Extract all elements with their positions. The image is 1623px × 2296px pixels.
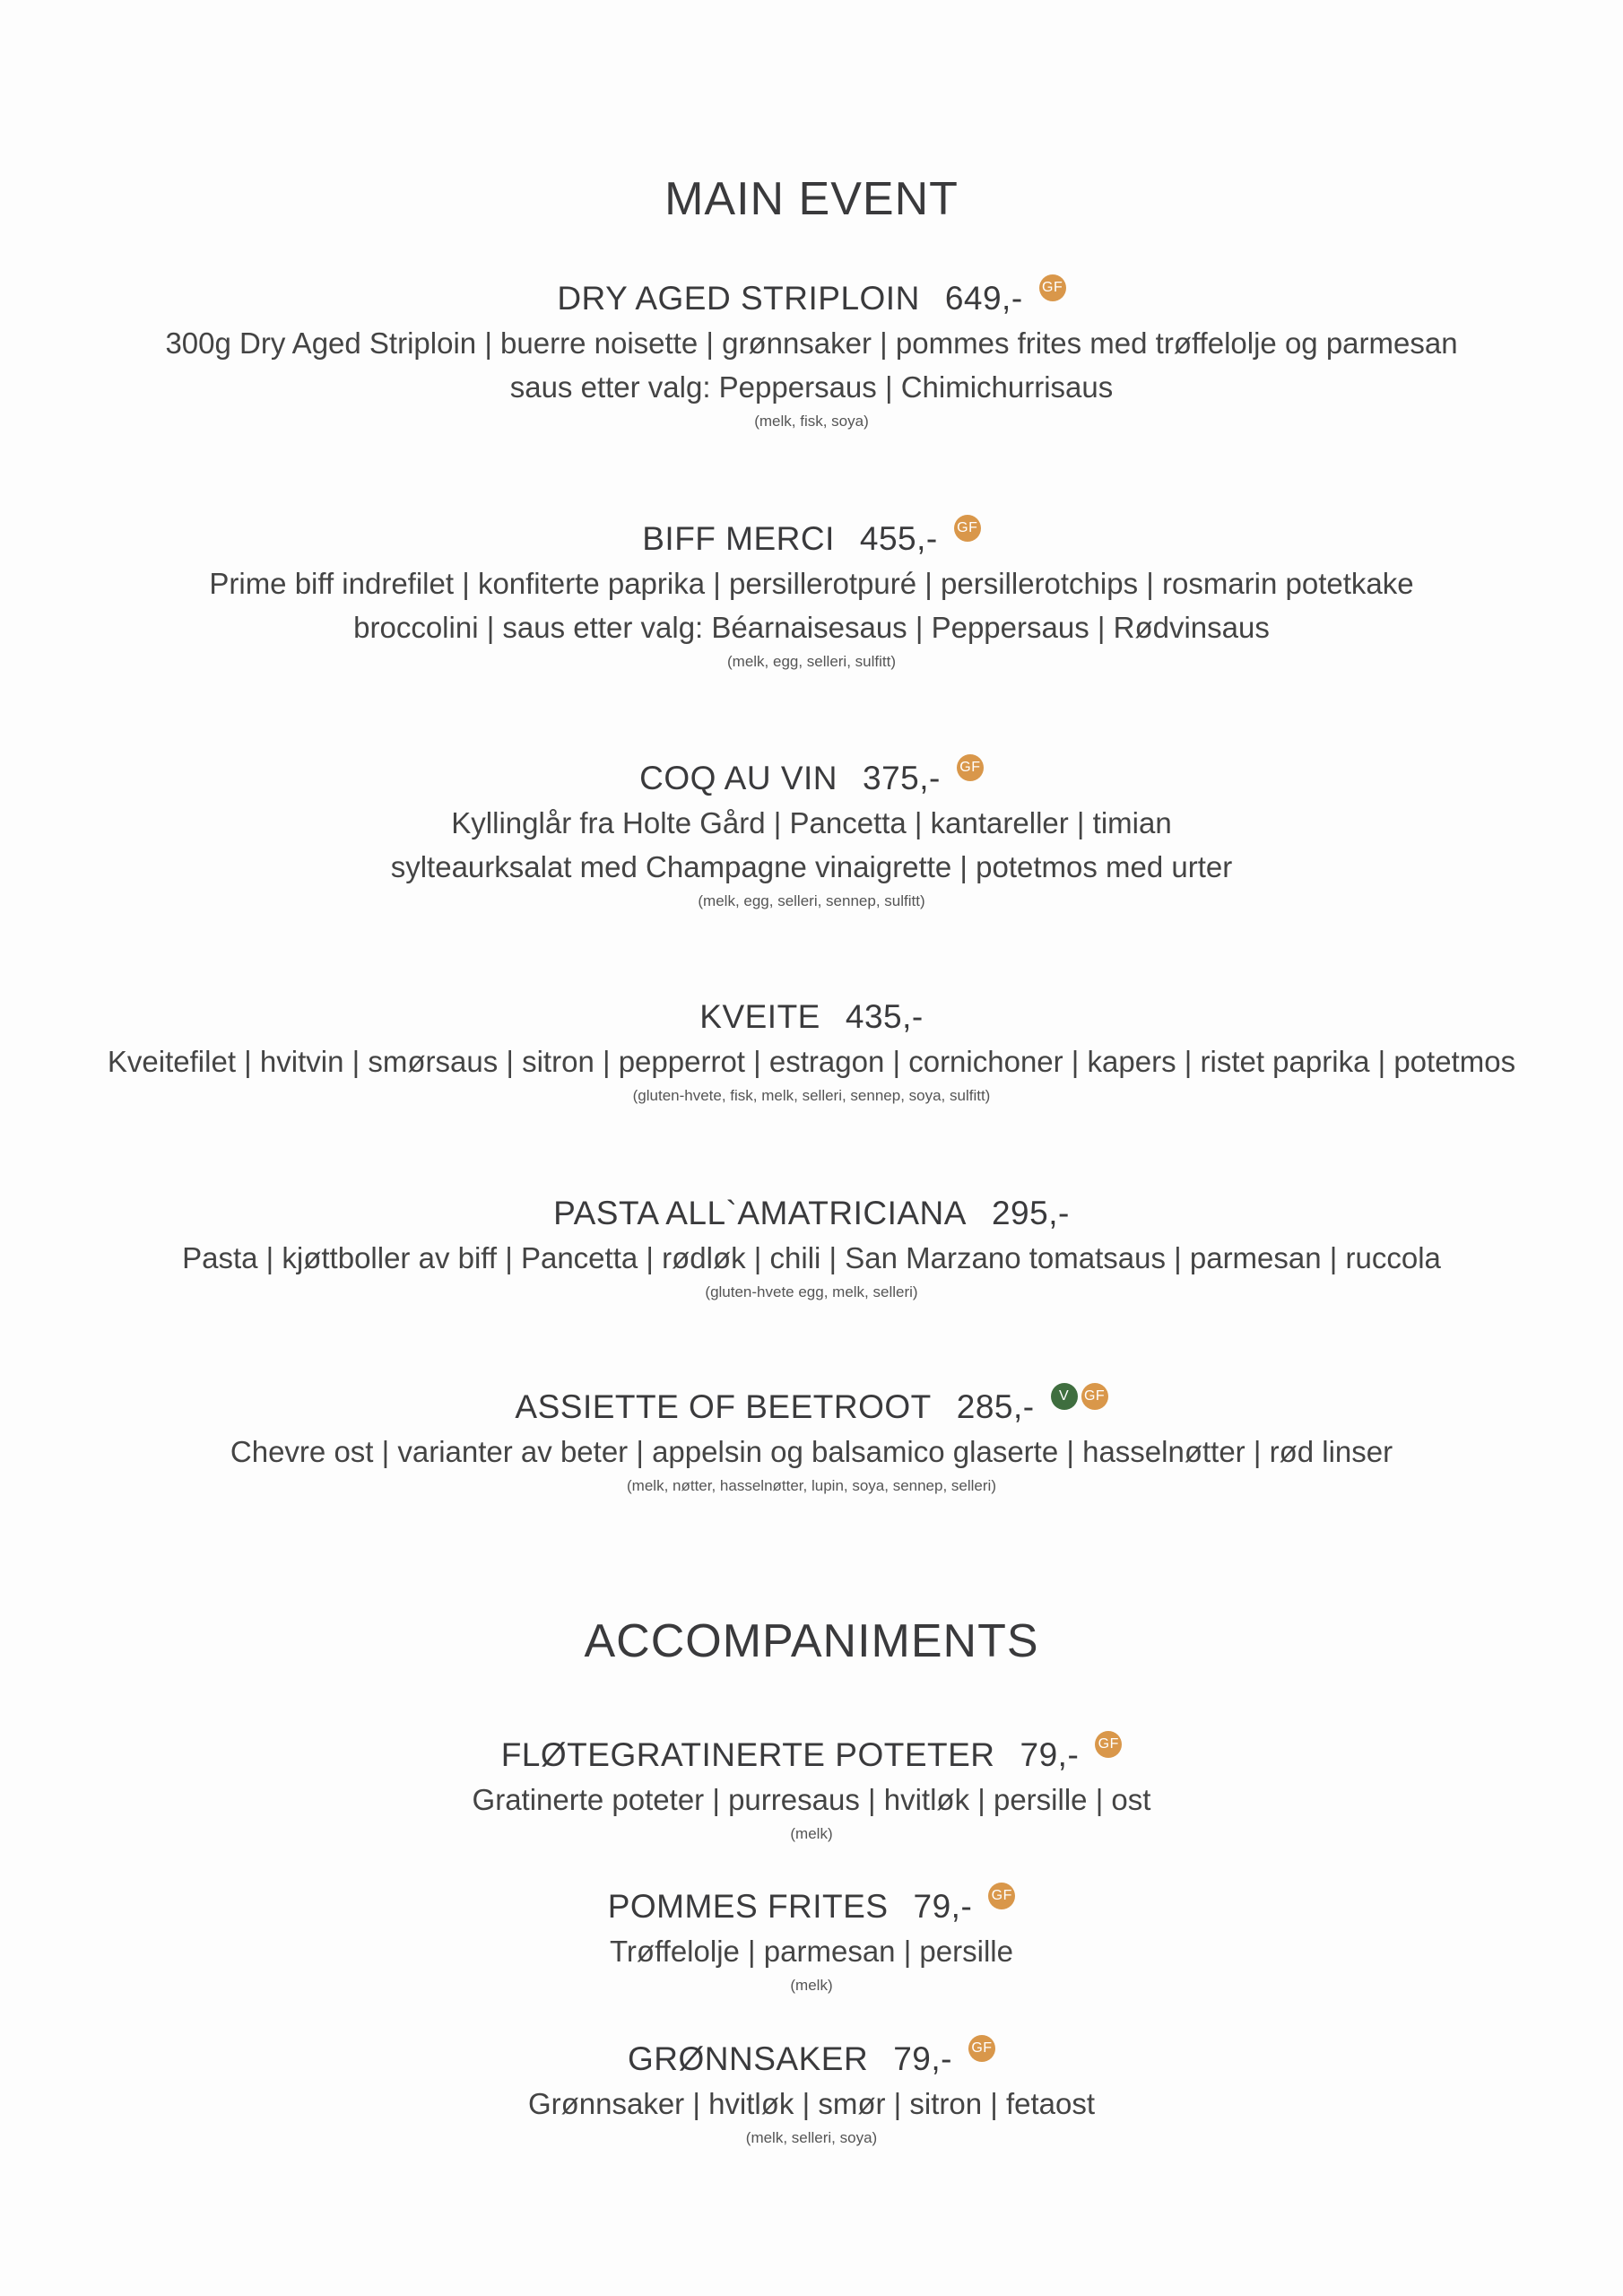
- item-price: 435,-: [845, 998, 924, 1035]
- item-header: [0, 517, 1623, 561]
- item-name: KVEITE: [699, 998, 820, 1035]
- item-header: [0, 2037, 1623, 2082]
- diet-badges: [1047, 1388, 1108, 1425]
- gluten-free-badge-icon: GF: [954, 515, 981, 542]
- menu-item: [0, 756, 1623, 914]
- menu-item: [0, 517, 1623, 674]
- item-description: Trøffelolje | parmesan | persille: [610, 1935, 1013, 1968]
- gluten-free-badge-icon: GF: [1081, 1383, 1108, 1410]
- item-allergens: (melk, nøtter, hasselnøtter, lupin, soya, sennep, selleri): [627, 1477, 996, 1494]
- item-allergens: (melk): [790, 1977, 833, 1994]
- item-price: 79,-: [913, 1888, 973, 1925]
- item-allergens: (melk, fisk, soya): [754, 413, 869, 430]
- gluten-free-badge-icon: GF: [1039, 274, 1066, 301]
- item-description: Chevre ost | varianter av beter | appelsin og balsamico glaserte | hasselnøtter | rød linser: [230, 1435, 1393, 1468]
- item-price: 649,-: [944, 280, 1023, 317]
- item-name: POMMES FRITES: [607, 1888, 889, 1925]
- item-price: 375,-: [863, 760, 941, 796]
- item-header: [0, 1884, 1623, 1929]
- item-name: PASTA ALL`AMATRICIANA: [553, 1195, 967, 1231]
- section-title: ACCOMPANIMENTS: [584, 1615, 1039, 1667]
- item-description: Grønnsaker | hvitløk | smør | sitron | fetaost: [527, 2087, 1096, 2120]
- item-header: [0, 995, 1623, 1039]
- menu-item: [0, 995, 1623, 1109]
- item-description: 300g Dry Aged Striploin | buerre noisette | grønnsaker | pommes frites med trøffelolje og parmesan: [165, 326, 1458, 360]
- item-price: 79,-: [893, 2040, 952, 2077]
- diet-badges: [953, 760, 984, 796]
- item-price: 285,-: [956, 1388, 1035, 1425]
- item-name: FLØTEGRATINERTE POTETER: [500, 1736, 995, 1773]
- item-name: ASSIETTE OF BEETROOT: [515, 1388, 932, 1425]
- item-name: GRØNNSAKER: [628, 2040, 869, 2077]
- diet-badges: [965, 2040, 995, 2077]
- item-allergens: (melk): [790, 1825, 833, 1842]
- item-name: DRY AGED STRIPLOIN: [557, 280, 920, 317]
- menu-item: [0, 1884, 1623, 1998]
- diet-badges: [985, 1888, 1015, 1925]
- item-allergens: (melk, egg, selleri, sennep, sulfitt): [698, 892, 925, 909]
- item-header: [0, 1191, 1623, 1236]
- item-allergens: (gluten-hvete, fisk, melk, selleri, sennep, soya, sulfitt): [632, 1087, 991, 1104]
- diet-badges: [950, 520, 981, 557]
- item-description: Kveitefilet | hvitvin | smørsaus | sitron | pepperrot | estragon | cornichoner | kapers | ristet paprika | potetmos: [107, 1045, 1516, 1078]
- item-description: saus etter valg: Peppersaus | Chimichurrisaus: [509, 370, 1114, 404]
- item-name: BIFF MERCI: [642, 520, 835, 557]
- item-header: [0, 1385, 1623, 1430]
- item-header: [0, 276, 1623, 321]
- item-allergens: (gluten-hvete egg, melk, selleri): [705, 1283, 918, 1300]
- item-name: COQ AU VIN: [639, 760, 838, 796]
- diet-badges: [1091, 1736, 1122, 1773]
- item-description: Gratinerte poteter | purresaus | hvitløk | persille | ost: [472, 1783, 1151, 1816]
- menu-item: [0, 2037, 1623, 2151]
- menu-item: [0, 1191, 1623, 1305]
- gluten-free-badge-icon: GF: [988, 1883, 1015, 1909]
- gluten-free-badge-icon: GF: [968, 2035, 995, 2062]
- item-price: 455,-: [859, 520, 938, 557]
- item-description: Kyllinglår fra Holte Gård | Pancetta | kantareller | timian: [451, 806, 1172, 839]
- item-price: 295,-: [991, 1195, 1070, 1231]
- item-allergens: (melk, egg, selleri, sulfitt): [727, 653, 896, 670]
- item-description: Prime biff indrefilet | konfiterte paprika | persillerotpuré | persillerotchips | rosmarin potetkake: [209, 567, 1414, 600]
- menu-item: [0, 1733, 1623, 1847]
- menu-item: [0, 1385, 1623, 1499]
- item-description: broccolini | saus etter valg: Béarnaisesaus | Peppersaus | Rødvinsaus: [353, 611, 1270, 644]
- item-header: [0, 756, 1623, 801]
- gluten-free-badge-icon: GF: [1095, 1731, 1122, 1758]
- gluten-free-badge-icon: GF: [957, 754, 984, 781]
- diet-badges: [1036, 280, 1066, 317]
- item-description: sylteaurksalat med Champagne vinaigrette | potetmos med urter: [390, 850, 1233, 883]
- section-title: MAIN EVENT: [664, 173, 959, 225]
- item-allergens: (melk, selleri, soya): [745, 2129, 878, 2146]
- menu-item: [0, 276, 1623, 434]
- item-description: Pasta | kjøttboller av biff | Pancetta | rødløk | chili | San Marzano tomatsaus | parmesan | ruccola: [182, 1241, 1441, 1274]
- vegetarian-badge-icon: V: [1051, 1383, 1078, 1410]
- item-price: 79,-: [1020, 1736, 1080, 1773]
- item-header: [0, 1733, 1623, 1778]
